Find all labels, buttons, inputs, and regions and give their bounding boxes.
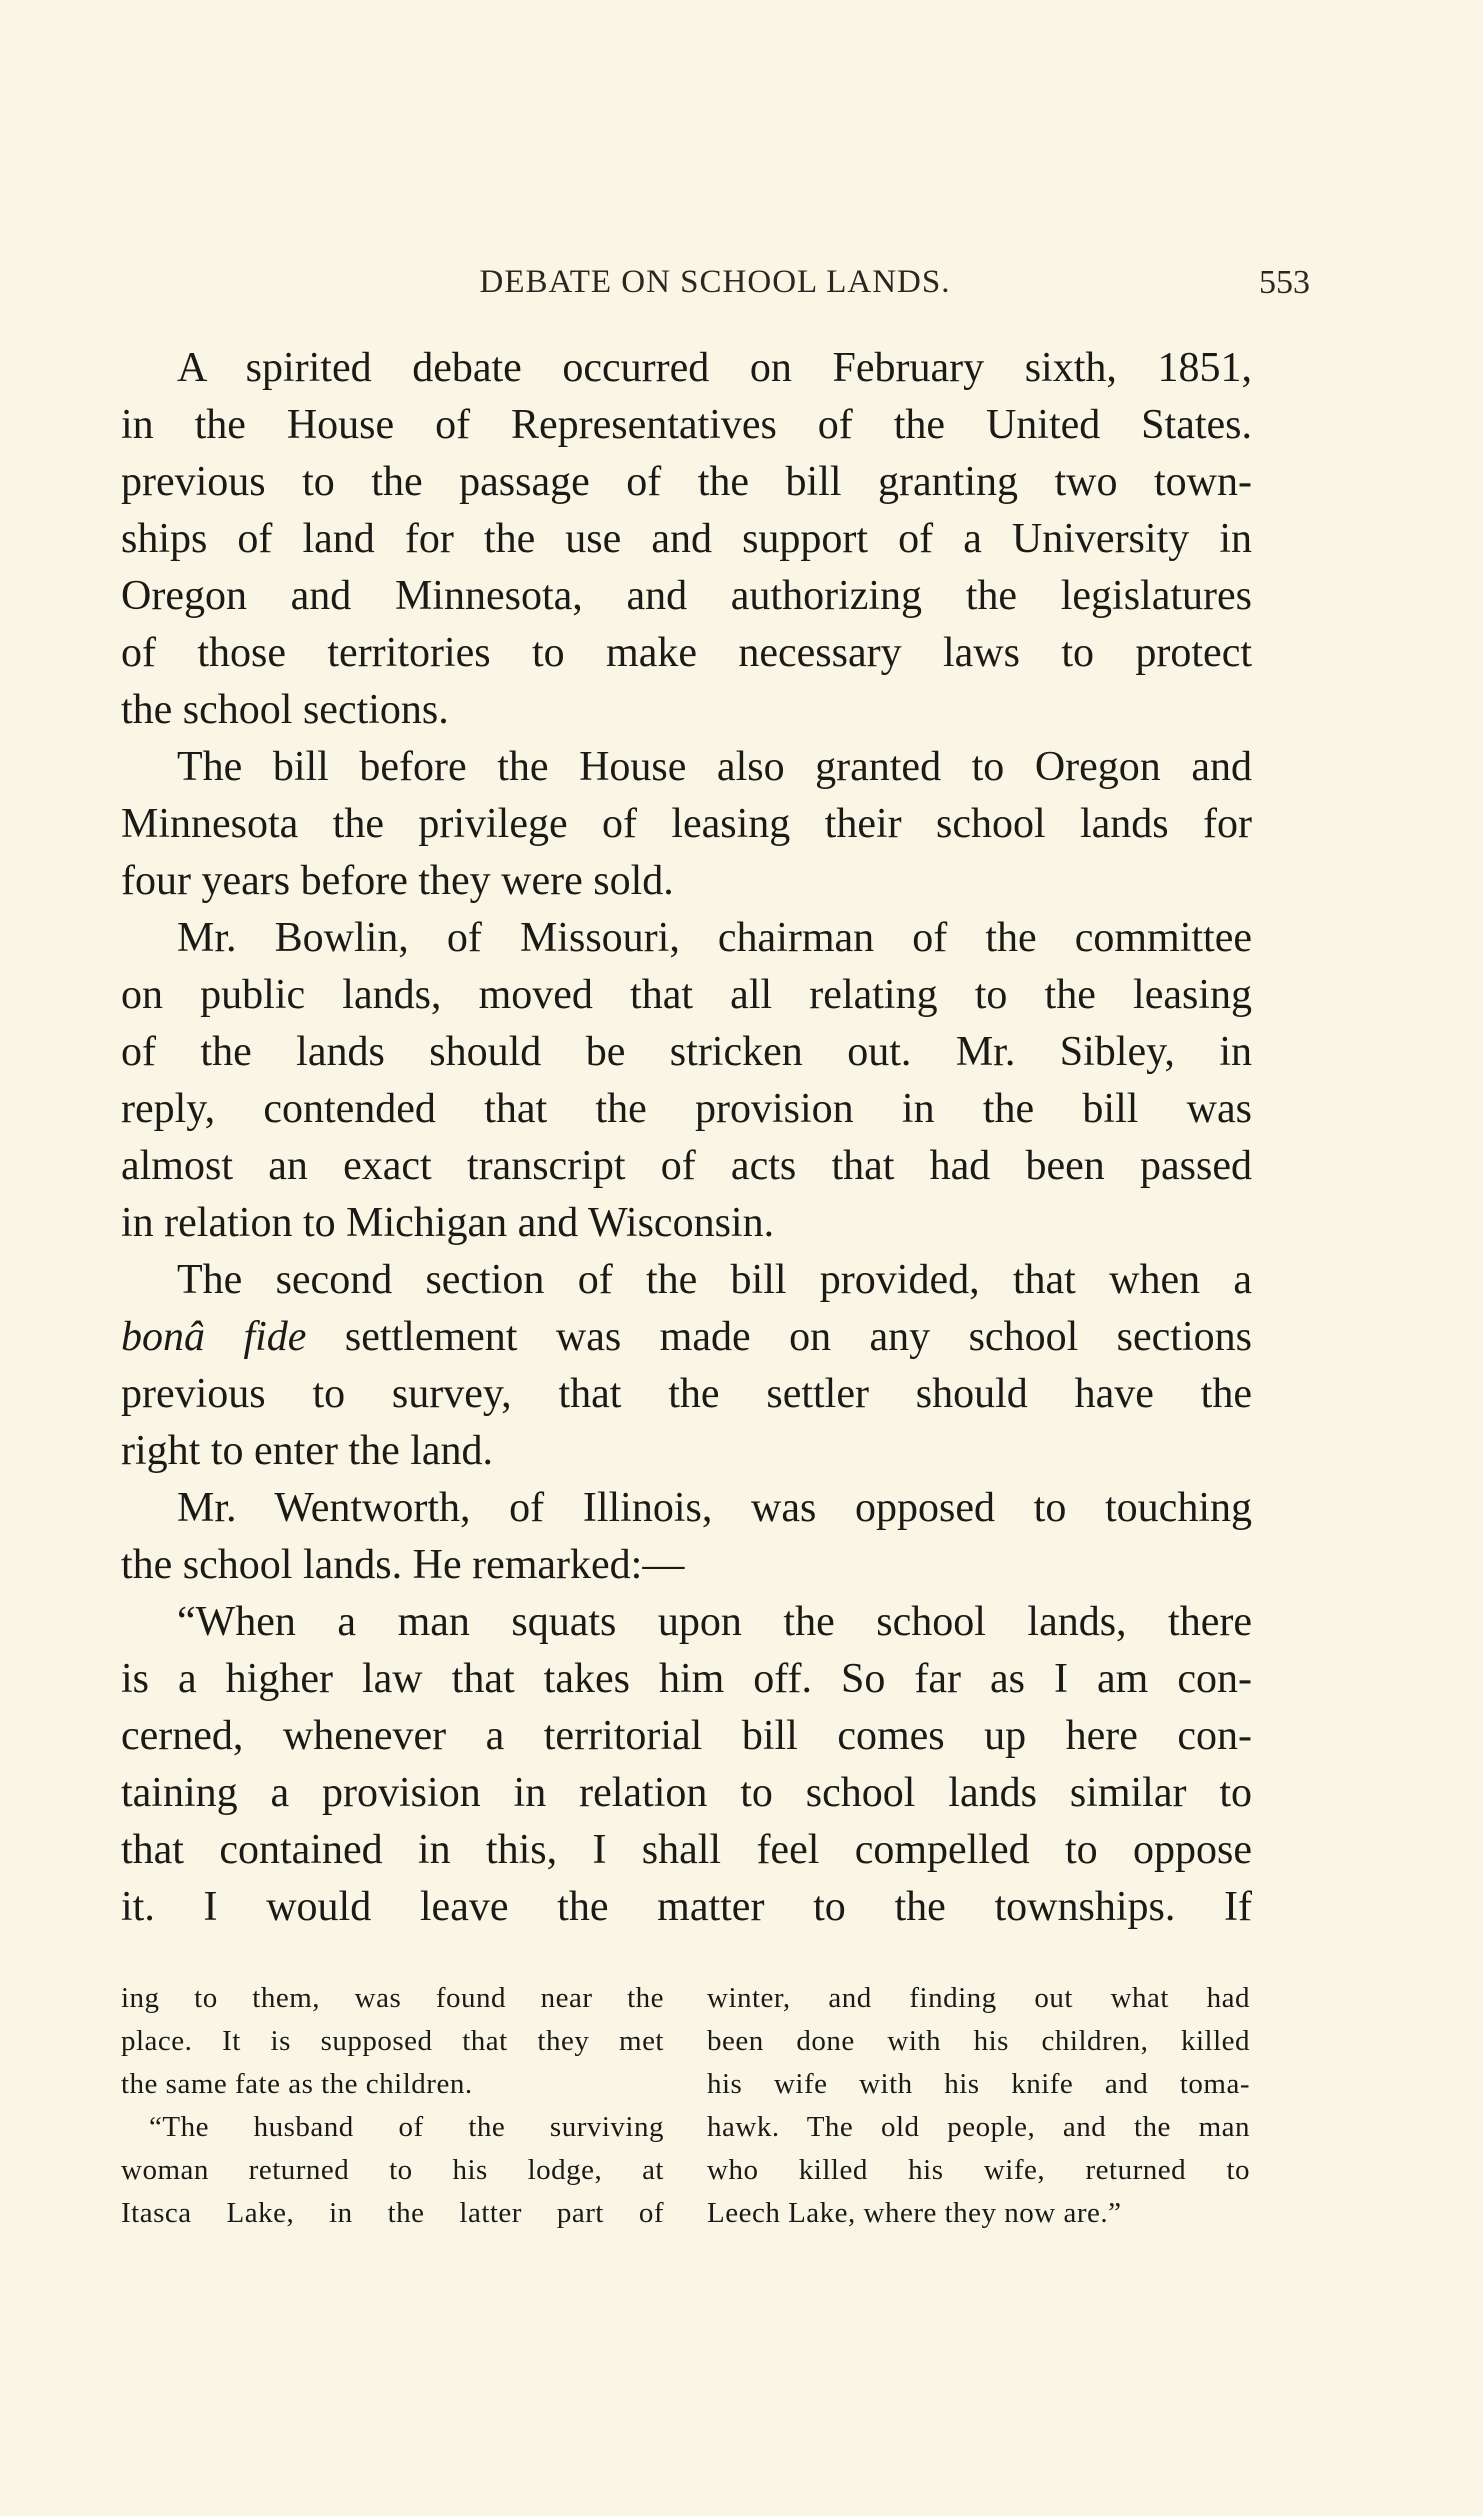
text-line: previous to survey, that the settler should have the xyxy=(121,1371,1252,1417)
text-line: reply, contended that the provision in the bill was xyxy=(121,1086,1252,1132)
text-line: that contained in this, I shall feel compelled to oppose xyxy=(121,1827,1252,1873)
text-line: almost an exact transcript of acts that had been passed xyxy=(121,1143,1252,1189)
text-line: the school lands. He remarked:— xyxy=(121,1542,685,1588)
text-line: on public lands, moved that all relating to the leasing xyxy=(121,972,1252,1018)
footnote-line: who killed his wife, returned to xyxy=(707,2154,1250,2186)
footnote-column-right xyxy=(707,1977,1250,2235)
footnote-line: “The husband of the surviving xyxy=(149,2111,664,2143)
text-line: Oregon and Minnesota, and authorizing the legislatures xyxy=(121,573,1252,619)
text-line: taining a provision in relation to school lands similar to xyxy=(121,1770,1252,1816)
footnote-line: winter, and finding out what had xyxy=(707,1982,1250,2014)
text-line: bonâ fide settlement was made on any school sections xyxy=(121,1314,1252,1360)
text-line: in the House of Representatives of the United States. xyxy=(121,402,1252,448)
page-header xyxy=(120,264,1310,308)
text-line: cerned, whenever a territorial bill comes up here con- xyxy=(121,1713,1252,1759)
text-line: in relation to Michigan and Wisconsin. xyxy=(121,1200,775,1246)
text-line: of those territories to make necessary laws to protect xyxy=(121,630,1252,676)
text-line: of the lands should be stricken out. Mr. Sibley, in xyxy=(121,1029,1252,1075)
running-head: DEBATE ON SCHOOL LANDS. xyxy=(479,264,951,300)
footnote-line: woman returned to his lodge, at xyxy=(121,2154,664,2186)
footnote-line: hawk. The old people, and the man xyxy=(707,2111,1250,2143)
text-line: Mr. Bowlin, of Missouri, chairman of the committee xyxy=(177,915,1252,961)
text-line: Minnesota the privilege of leasing their school lands for xyxy=(121,801,1252,847)
footnote-line: ing to them, was found near the xyxy=(121,1982,664,2014)
footnote-line: Itasca Lake, in the latter part of xyxy=(121,2197,664,2229)
text-line: it. I would leave the matter to the townships. If xyxy=(121,1884,1252,1930)
text-line: right to enter the land. xyxy=(121,1428,494,1474)
text-line: Mr. Wentworth, of Illinois, was opposed to touching xyxy=(177,1485,1252,1531)
footnote-line: been done with his children, killed xyxy=(707,2025,1250,2057)
text-line: ships of land for the use and support of a University in xyxy=(121,516,1252,562)
text-line: “When a man squats upon the school lands, there xyxy=(177,1599,1252,1645)
text-line: A spirited debate occurred on February sixth, 1851, xyxy=(177,345,1252,391)
text-line: the school sections. xyxy=(121,687,449,733)
page-number: 553 xyxy=(1259,264,1310,301)
text-line: The bill before the House also granted to Oregon and xyxy=(177,744,1252,790)
footnote-line: the same fate as the children. xyxy=(121,2068,473,2100)
main-text xyxy=(121,340,1252,1936)
footnote-line: Leech Lake, where they now are.” xyxy=(707,2197,1122,2229)
footnote-column-left xyxy=(121,1977,664,2235)
text-line: four years before they were sold. xyxy=(121,858,674,904)
text-line: The second section of the bill provided, that when a xyxy=(177,1257,1252,1303)
text-line: previous to the passage of the bill granting two town- xyxy=(121,459,1252,505)
text-line: is a higher law that takes him off. So far as I am con- xyxy=(121,1656,1252,1702)
footnote-line: place. It is supposed that they met xyxy=(121,2025,664,2057)
footnote-line: his wife with his knife and toma- xyxy=(707,2068,1250,2100)
